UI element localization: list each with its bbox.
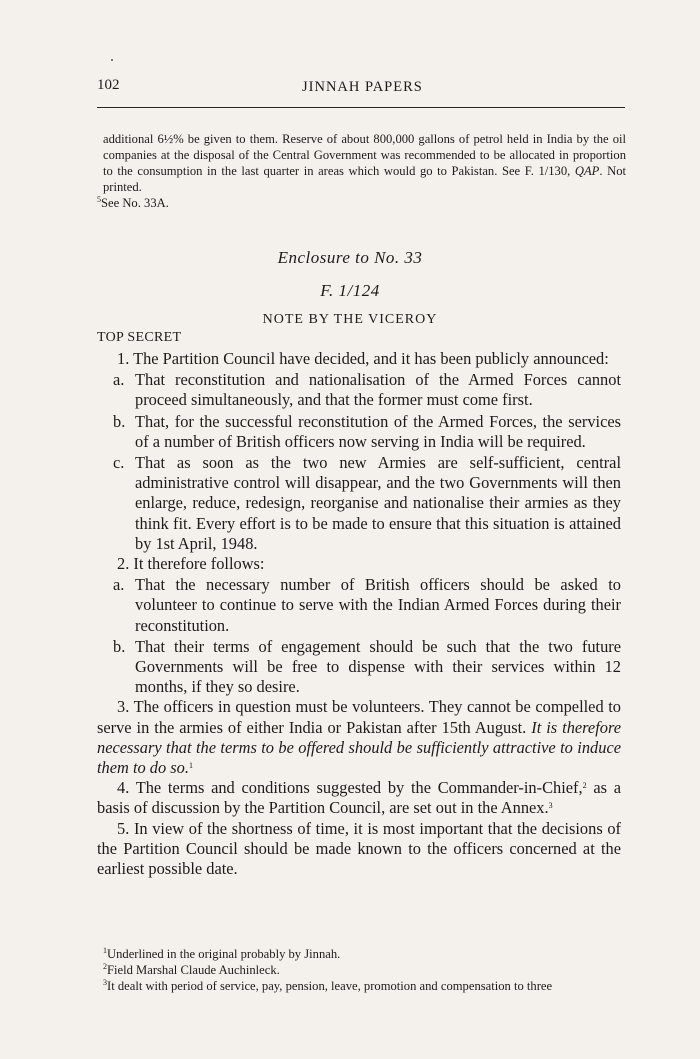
footnote-5: $^5$See No. 33A. [97,195,169,210]
note-body [97,349,621,879]
paragraph-5: 5. In view of the shortness of time, it is most important that the decisions of the Partition Council should be made known to the officers concerned at the earliest possible date. [97,818,621,879]
paragraph-4: 4. The terms and conditions suggested by the Commander-in-Chief,$^2$ as a basis of discussion by the Partition Council, are set out in the Annex.$^3$ [97,778,621,818]
note-title: NOTE BY THE VICEROY [262,312,438,327]
previous-footnotes [97,131,627,211]
footnote-1: $^1$Underlined in the original probably by Jinnah. [103,946,341,961]
list-item: b. That, for the successful reconstitution of the Armed Forces, the services of a number of British officers now serving in India will be required. [113,411,621,451]
paragraph-3: 3. The officers in question must be volunteers. They cannot be compelled to serve in the armies of either India or Pakistan after 15th August. It is therefore necessary that the terms to be offered should be sufficiently attractive to induce them to do so.$^1$ [97,697,621,778]
footnotes [103,946,623,994]
list-item: a. That reconstitution and nationalisation of the Armed Forces cannot proceed simultaneously, and that the former must come first. [113,370,621,410]
file-reference: F. 1/124 [320,281,380,300]
paper-speck [111,59,113,61]
enclosure-title: Enclosure to No. 33 [277,248,423,267]
footnote-3: $^3$It dealt with period of service, pay, pension, leave, promotion and compensation to three [103,978,553,993]
list-item: a. That the necessary number of British officers should be asked to volunteer to continue to serve with the Indian Armed Forces during their reconstitution. [113,575,621,635]
page-number: 102 [97,77,120,93]
footnote-continuation: additional 6½% be given to them. Reserve of about 800,000 gallons of petrol held in India by the oil companies at the disposal of the Central Government was recommended to be allocated in proportion to the consumption in the last quarter in areas which would go to Pakistan. See F. 1/130, QAP. Not printed. [103,132,627,194]
classification-label: TOP SECRET [97,330,182,345]
running-title: JINNAH PAPERS [302,79,423,95]
list-item: b. That their terms of engagement should be such that the two future Governments will be free to dispense with their services within 12 months, if they so desire. [113,636,621,697]
page-header [97,77,625,108]
paragraph-2: 2. It therefore follows: [117,554,265,574]
paragraph-1: 1. The Partition Council have decided, and it has been publicly announced: [117,349,609,368]
footnote-2: $^2$Field Marshal Claude Auchinleck. [103,962,280,977]
list-item: c. That as soon as the two new Armies are self-sufficient, central administrative control will disappear, and the two Governments will then enlarge, reduce, redesign, reorganise and nationalise their armies as they think fit. Every effort is to be made to ensure that this situation is attained by 1st April, 1948. [113,453,621,553]
